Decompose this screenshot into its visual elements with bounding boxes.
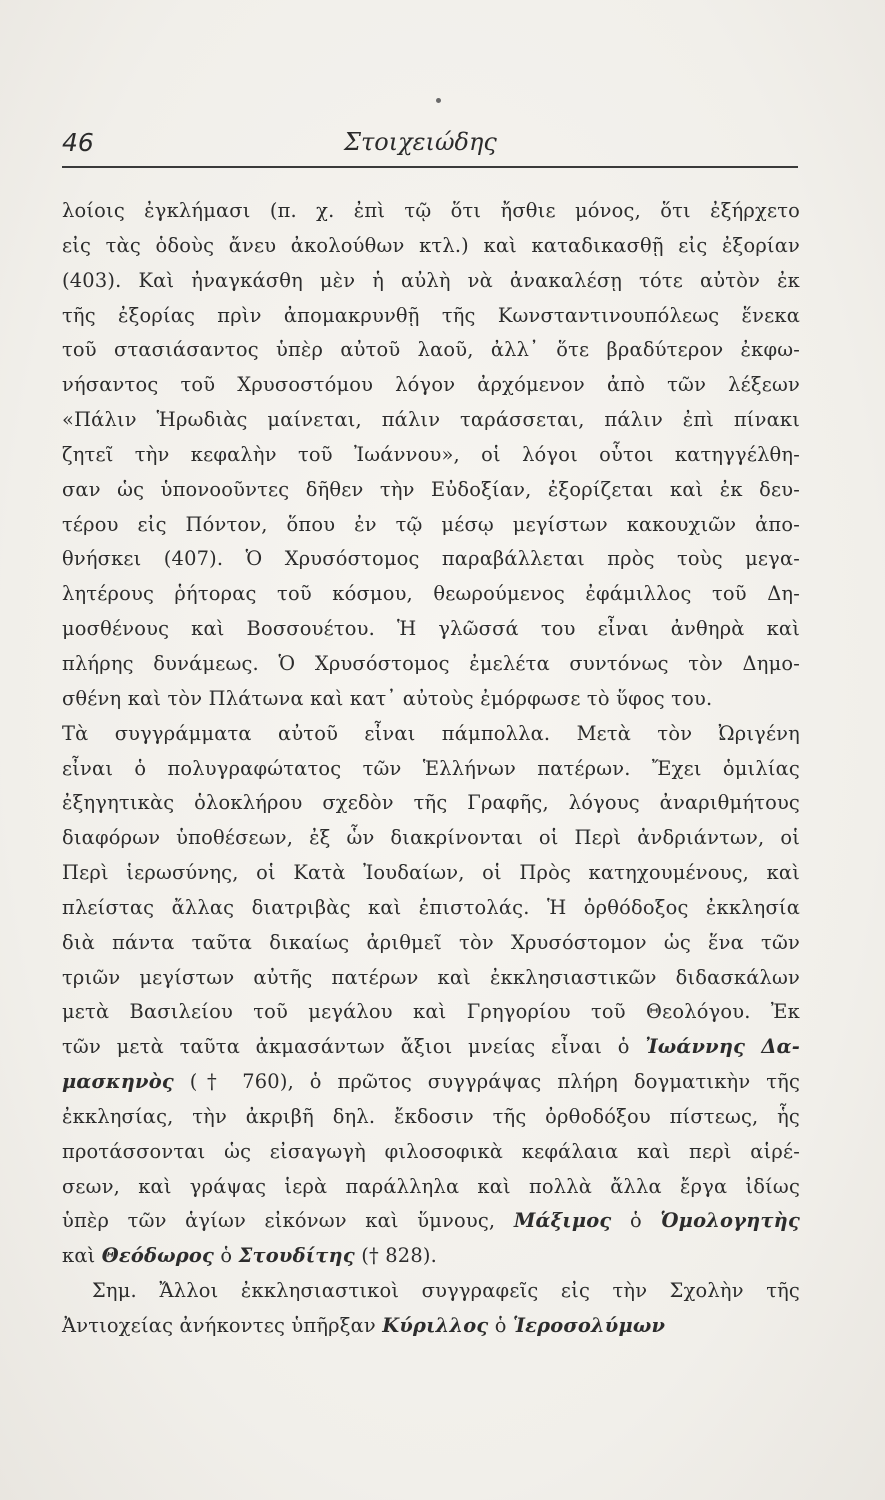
text-line (62, 891, 800, 926)
text-line (62, 333, 800, 368)
text-run: τριῶν μεγίστων αὐτῆς πατέρων καὶ ἐκκλησιαστικῶν διδασκάλων (62, 965, 800, 989)
bold-name: Ὁμολογητὴς (660, 1209, 800, 1233)
text-line (62, 786, 800, 821)
bold-name: μασκηνὸς (62, 1070, 174, 1094)
text-run: ἐκκλησίας, τὴν ἀκριβῆ δηλ. ἔκδοσιν τῆς ὀρθοδόξου πίστεως, ἧς (62, 1104, 800, 1128)
text-line (62, 995, 800, 1030)
running-title: Στοιχειώδης (344, 128, 497, 156)
text-run: τῆς ἐξορίας πρὶν ἀπομακρυνθῇ τῆς Κωνσταντινουπόλεως ἕνεκα (62, 303, 800, 327)
text-run: εἰς τὰς ὁδοὺς ἄνευ ἀκολούθων κτλ.) καὶ καταδικασθῇ εἰς ἐξορίαν (62, 233, 800, 257)
text-line (62, 1309, 800, 1344)
text-run: πλείστας ἄλλας διατριβὰς καὶ ἐπιστολάς. Ἡ ὀρθόδοξος ἐκκλησία (62, 895, 800, 919)
text-run: ἐξηγητικὰς ὁλοκλήρου σχεδὸν τῆς Γραφῆς, λόγους ἀναριθμήτους (62, 791, 800, 815)
text-line (62, 647, 800, 682)
text-line (62, 1239, 800, 1274)
bold-name: Θεόδωρος (101, 1244, 215, 1268)
header-rule (62, 166, 798, 168)
text-run: ζητεῖ τὴν κεφαλὴν τοῦ Ἰωάννου», οἱ λόγοι οὗτοι κατηγγέλθη- (62, 442, 800, 466)
text-line (62, 438, 800, 473)
bold-name: Στουδίτης (238, 1244, 355, 1268)
page-number: 46 (62, 128, 94, 157)
text-line (62, 264, 800, 299)
text-run: εἶναι ὁ πολυγραφώτατος τῶν Ἑλλήνων πατέρων. Ἔχει ὁμιλίας (62, 756, 800, 780)
text-run: Σημ. Ἄλλοι ἐκκλησιαστικοὶ συγγραφεῖς εἰς τὴν Σχολὴν τῆς (92, 1279, 800, 1303)
text-line (62, 508, 800, 543)
text-line (62, 752, 800, 787)
text-run: Τὰ συγγράμματα αὐτοῦ εἶναι πάμπολλα. Μετὰ τὸν Ὠριγένη (62, 721, 800, 745)
text-run: λητέρους ῥήτορας τοῦ κόσμου, θεωρούμενος ἐφάμιλλος τοῦ Δη- (62, 582, 800, 606)
text-line (62, 368, 800, 403)
text-line (62, 682, 800, 717)
text-run: (403). Καὶ ἠναγκάσθη μὲν ἡ αὐλὴ νὰ ἀνακαλέσῃ τότε αὐτὸν ἐκ (62, 268, 800, 292)
page-header (62, 124, 802, 164)
text-line (62, 194, 800, 229)
body-text (62, 194, 800, 1344)
text-line (62, 542, 800, 577)
bold-name: Ἰωάννης Δα- (645, 1035, 801, 1059)
text-run: ὁ (611, 1209, 661, 1233)
text-run: Περὶ ἱερωσύνης, οἱ Κατὰ Ἰουδαίων, οἱ Πρὸς κατηχουμένους, καὶ (62, 861, 800, 885)
text-line (62, 1135, 800, 1170)
text-run: ὁ (214, 1244, 239, 1268)
text-line (62, 1170, 800, 1205)
text-run: πλήρης δυνάμεως. Ὁ Χρυσόστομος ἐμελέτα συντόνως τὸν Δημο- (62, 651, 800, 675)
text-run: θνήσκει (407). Ὁ Χρυσόστομος παραβάλλεται πρὸς τοὺς μεγα- (62, 547, 800, 571)
text-run: τοῦ στασιάσαντος ὑπὲρ αὐτοῦ λαοῦ, ἀλλ᾿ ὅτε βραδύτερον ἐκφω- (62, 338, 800, 362)
text-run: σαν ὡς ὑπονοοῦντες δῆθεν τὴν Εὐδοξίαν, ἐξορίζεται καὶ ἐκ δευ- (62, 477, 800, 501)
text-run: ὑπὲρ τῶν ἁγίων εἰκόνων καὶ ὕμνους, (62, 1209, 514, 1233)
text-line (62, 1274, 800, 1309)
text-run: μετὰ Βασιλείου τοῦ μεγάλου καὶ Γρηγορίου τοῦ Θεολόγου. Ἐκ (62, 1000, 800, 1024)
text-line (62, 403, 800, 438)
text-run: προτάσσονται ὡς εἰσαγωγὴ φιλοσοφικὰ κεφάλαια καὶ περὶ αἱρέ- (62, 1139, 800, 1163)
text-run: τέρου εἰς Πόντον, ὅπου ἐν τῷ μέσῳ μεγίστων κακουχιῶν ἀπο- (62, 512, 800, 536)
text-run: σεων, καὶ γράψας ἱερὰ παράλληλα καὶ πολλὰ ἄλλα ἔργα ἰδίως (62, 1174, 800, 1198)
text-line (62, 1204, 800, 1239)
text-run: μοσθένους καὶ Βοσσουέτου. Ἡ γλῶσσά του εἶναι ἀνθηρὰ καὶ (62, 617, 800, 641)
ink-speck (436, 98, 441, 103)
text-line (62, 577, 800, 612)
text-line (62, 473, 800, 508)
text-run: νήσαντος τοῦ Χρυσοστόμου λόγον ἀρχόμενον ἀπὸ τῶν λέξεων (62, 373, 800, 397)
text-run: Ἀντιοχείας ἀνήκοντες ὑπῆρξαν (62, 1314, 383, 1337)
text-run: († 828). (354, 1244, 437, 1268)
text-line (62, 961, 800, 996)
bold-name: Κύριλλος (382, 1314, 489, 1337)
text-line (62, 717, 800, 752)
text-run: διὰ πάντα ταῦτα δικαίως ἀριθμεῖ τὸν Χρυσόστομον ὡς ἕνα τῶν (62, 930, 800, 954)
text-run: «Πάλιν Ἡρωδιὰς μαίνεται, πάλιν ταράσσεται, πάλιν ἐπὶ πίνακι (62, 408, 800, 432)
bold-name: Μάξιμος (513, 1209, 612, 1233)
text-line (62, 856, 800, 891)
text-run: σθένη καὶ τὸν Πλάτωνα καὶ κατ᾿ αὐτοὺς ἐμόρφωσε τὸ ὕφος του. (62, 686, 713, 710)
text-line (62, 1065, 800, 1100)
text-run: ὁ (488, 1314, 513, 1337)
text-run: λοίοις ἐγκλήμασι (π. χ. ἐπὶ τῷ ὅτι ἤσθιε μόνος, ὅτι ἐξήρχετο (62, 199, 800, 222)
text-run: καὶ (62, 1244, 102, 1268)
text-line (62, 1100, 800, 1135)
text-line (62, 1030, 800, 1065)
text-line (62, 926, 800, 961)
bold-name: Ἱεροσολύμων (513, 1314, 666, 1337)
text-line (62, 299, 800, 334)
text-run: τῶν μετὰ ταῦτα ἀκμασάντων ἄξιοι μνείας εἶναι ὁ (62, 1035, 646, 1059)
text-line (62, 821, 800, 856)
text-run: διαφόρων ὑποθέσεων, ἐξ ὧν διακρίνονται οἱ Περὶ ἀνδριάντων, οἱ (62, 826, 800, 850)
text-run: († 760), ὁ πρῶτος συγγράψας πλήρη δογματικὴν τῆς (173, 1070, 800, 1094)
text-line (62, 612, 800, 647)
text-line (62, 229, 800, 264)
